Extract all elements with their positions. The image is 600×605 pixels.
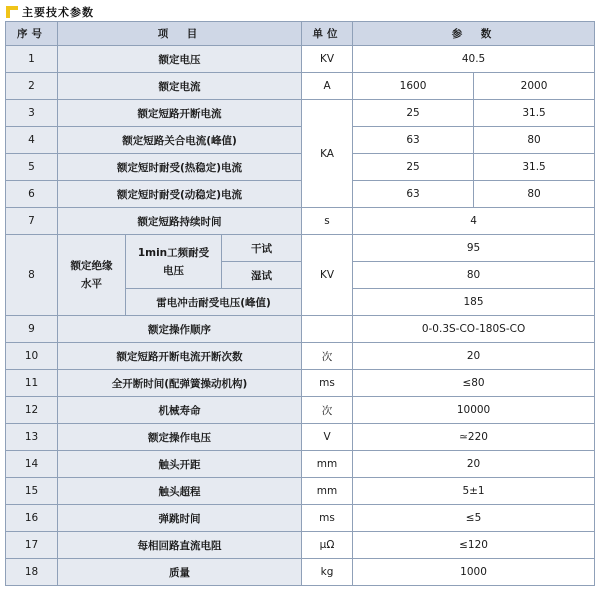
row-value-a: 25 [353,154,474,181]
table-row [6,235,595,262]
table-row [6,451,595,478]
row-unit: ms [302,505,353,532]
row-unit: kg [302,559,353,586]
heading-text: 主要技术参数 [22,6,94,19]
row-value-b: 80 [474,181,595,208]
row-item: 额定短时耐受(动稳定)电流 [58,181,302,208]
row-value-b: 2000 [474,73,595,100]
row-unit: s [302,208,353,235]
row-item: 弹跳时间 [58,505,302,532]
row-unit: ms [302,370,353,397]
row-no: 13 [6,424,58,451]
table-row [6,316,595,343]
row-value: 0-0.3S-CO-180S-CO [353,316,595,343]
row-unit [302,316,353,343]
row-value: 20 [353,451,595,478]
table-row [6,46,595,73]
row-no: 7 [6,208,58,235]
row-item: 额定操作电压 [58,424,302,451]
row-item: 触头超程 [58,478,302,505]
row-item: 额定操作顺序 [58,316,302,343]
row-unit: V [302,424,353,451]
row-no: 16 [6,505,58,532]
row-item: 额定短路持续时间 [58,208,302,235]
row-item: 每相回路直流电阻 [58,532,302,559]
row-no: 12 [6,397,58,424]
row-no: 1 [6,46,58,73]
row-no: 8 [6,235,58,316]
row-value-a: 63 [353,127,474,154]
row-value-a: 1600 [353,73,474,100]
dry-test-value: 95 [353,235,595,262]
table-row [6,100,595,127]
row-value-a: 25 [353,100,474,127]
row-value: ≃220 [353,424,595,451]
row-no: 9 [6,316,58,343]
row-value: 40.5 [353,46,595,73]
row-no: 15 [6,478,58,505]
header-item: 项 目 [58,22,302,46]
table-row [6,559,595,586]
table-header-row [6,22,595,46]
row-item: 机械寿命 [58,397,302,424]
row-value-b: 80 [474,127,595,154]
row-value: 20 [353,343,595,370]
ka-unit: KA [302,100,353,208]
row-no: 11 [6,370,58,397]
row-no: 4 [6,127,58,154]
corner-bracket-icon [6,6,18,18]
section-heading [6,2,94,22]
row-unit: 次 [302,397,353,424]
row-value-a: 63 [353,181,474,208]
header-no: 序号 [6,22,58,46]
table-row [6,127,595,154]
row-no: 2 [6,73,58,100]
table-row [6,478,595,505]
row-value: ≤120 [353,532,595,559]
row-no: 10 [6,343,58,370]
row-unit: mm [302,451,353,478]
row-unit: μΩ [302,532,353,559]
row-unit: 次 [302,343,353,370]
row-item: 额定短时耐受(热稳定)电流 [58,154,302,181]
table-row [6,424,595,451]
row-no: 6 [6,181,58,208]
row-no: 3 [6,100,58,127]
row-value: 10000 [353,397,595,424]
insulation-group-label: 额定绝缘水平 [58,235,126,316]
wet-test-label: 湿试 [222,262,302,289]
table-row [6,505,595,532]
row-no: 14 [6,451,58,478]
insulation-unit: KV [302,235,353,316]
specs-table [5,21,595,586]
table-row [6,343,595,370]
row-no: 17 [6,532,58,559]
row-value: ≤80 [353,370,595,397]
row-no: 18 [6,559,58,586]
wet-test-value: 80 [353,262,595,289]
lightning-label: 雷电冲击耐受电压(峰值) [126,289,302,316]
table-row [6,73,595,100]
row-value-b: 31.5 [474,100,595,127]
row-item: 触头开距 [58,451,302,478]
row-value: 4 [353,208,595,235]
row-unit: A [302,73,353,100]
table-row [6,208,595,235]
row-value: 1000 [353,559,595,586]
table-row [6,154,595,181]
row-item: 额定短路关合电流(峰值) [58,127,302,154]
header-unit: 单位 [302,22,353,46]
row-unit: KV [302,46,353,73]
row-value-b: 31.5 [474,154,595,181]
insulation-sub-label: 1min工频耐受电压 [126,235,222,289]
table-row [6,397,595,424]
row-item: 额定短路开断电流 [58,100,302,127]
table-row [6,532,595,559]
dry-test-label: 干试 [222,235,302,262]
header-params: 参 数 [353,22,595,46]
row-no: 5 [6,154,58,181]
lightning-value: 185 [353,289,595,316]
row-item: 全开断时间(配弹簧操动机构) [58,370,302,397]
table-row [6,181,595,208]
row-value: 5±1 [353,478,595,505]
row-item: 额定电流 [58,73,302,100]
row-item: 额定电压 [58,46,302,73]
row-unit: mm [302,478,353,505]
table-row [6,370,595,397]
row-item: 额定短路开断电流开断次数 [58,343,302,370]
row-value: ≤5 [353,505,595,532]
row-item: 质量 [58,559,302,586]
